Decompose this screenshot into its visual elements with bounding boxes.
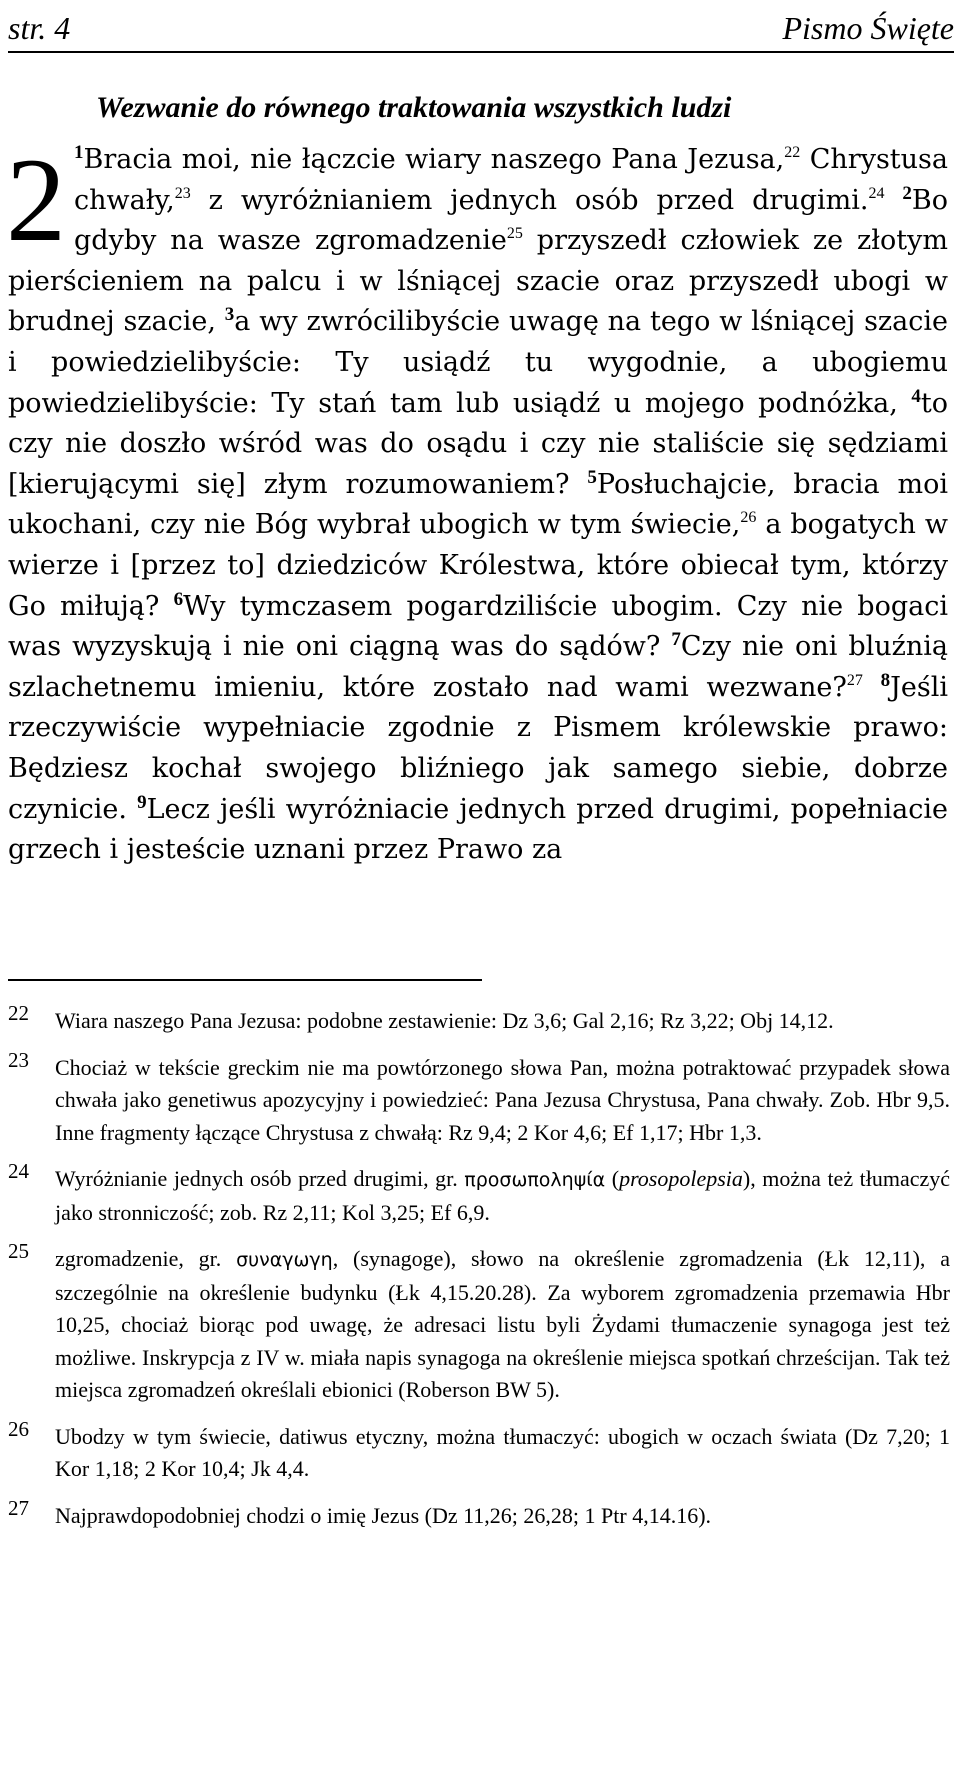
footnote-ref-22: 22 (784, 144, 801, 161)
verse-text: Bo gdyby na wasze zgromadzenie (74, 184, 948, 257)
verse-text: przyszedł człowiek ze złotym pierścieniem na palcu i w lśniącej szacie oraz przyszedł ubogi w brudnej szacie, (8, 225, 948, 338)
verse-number: 7 (671, 629, 681, 651)
footnote-number: 22 (8, 1001, 29, 1025)
verse-number: 2 (902, 182, 912, 204)
footnote-text: ), można też tłumaczyć jako stronniczość; zob. Rz 2,11; Kol 3,25; Ef 6,9. (55, 1166, 951, 1225)
verse-text: Bracia moi, nie łączcie wiary naszego Pana Jezusa, (83, 144, 785, 175)
verse-number: 1 (74, 142, 84, 163)
footnote-text: Najprawdopodobniej chodzi o imię Jezus (Dz 11,26; 26,28; 1 Ptr 4,14.16). (55, 1502, 712, 1528)
footnotes (8, 1001, 951, 1546)
footnote-27 (8, 1495, 950, 1533)
footnote-22 (8, 1001, 950, 1038)
greek-word: προσωποληψία (464, 1169, 606, 1191)
verse-text: to czy nie doszło wśród was do osądu i czy nie staliście się sędziami [kierującymi się] złym rozumowaniem? (8, 387, 948, 500)
verse-number: 3 (224, 304, 235, 326)
footnote-divider (8, 979, 482, 981)
verse-number: 9 (137, 791, 147, 813)
footnote-ref-23: 23 (174, 184, 191, 202)
chapter-number: 2 (6, 133, 66, 266)
verse-text: Czy nie oni bluźnią szlachetnemu imieniu, które zostało nad wami wezwane? (8, 631, 949, 703)
verse-text: Posłuchajcie, bracia moi ukochani, czy nie Bóg wybrał ubogich w tym świecie, (8, 468, 948, 541)
footnote-text: Ubodzy w tym świecie, datiwus etyczny, można tłumaczyć: ubogich w oczach świata (Dz 7,20; 1 Kor 1,18; 2 Kor 10,4; Jk 4,4. (55, 1423, 950, 1481)
footnote-text: , (synagoge), słowo na określenie zgromadzenia (Łk 12,11), a szczególnie na określenie budynku (Łk 4,15.20.28). Za wyborem zgromadzenia przemawia Hbr 10,25, chociaż biorąc pod uwagę, że adresaci listu byli Żydami tłumaczenie synagoga jest też możliwe. Inskrypcja z IV w. miała napis synagoga na określenie miejsca spotkań chrześcijan. Tak też miejsca zgromadzeń określali ebionici (Roberson BW 5). (55, 1246, 950, 1402)
footnote-number: 25 (8, 1239, 29, 1263)
footnote-24 (8, 1159, 951, 1229)
footnote-text: Wiara naszego Pana Jezusa: podobne zestawienie: Dz 3,6; Gal 2,16; Rz 3,22; Obj 14,12. (55, 1008, 834, 1033)
footnote-25 (8, 1239, 950, 1407)
running-head (8, 6, 954, 50)
section-title: Wezwanie do równego traktowania wszystkich ludzi (96, 91, 732, 124)
verse-number: 8 (880, 669, 891, 691)
footnote-number: 27 (8, 1495, 29, 1520)
verse-text: Lecz jeśli wyróżniacie jednych przed drugimi, popełniacie grzech i jesteście uznani przez Prawo za (8, 793, 948, 866)
verse-text: Wy tymczasem pogardziliście ubogim. Czy nie bogaci was wyzyskują i nie oni ciągną was do sądów? (8, 590, 948, 663)
footnote-text: ( (605, 1166, 620, 1191)
footnote-number: 24 (8, 1159, 29, 1183)
header-divider (8, 51, 954, 53)
verse-text: a wy zwrócilibyście uwagę na tego w lśniącej szacie i powiedzielibyście: Ty usiądź tu wygodnie, a ubogiemu powiedzielibyście: Ty stań tam lub usiądź u mojego podnóżka, (8, 306, 948, 419)
main-text (6, 133, 949, 871)
footnote-23 (8, 1047, 950, 1150)
footnote-text: Wyróżnianie jednych osób przed drugimi, gr. (55, 1166, 465, 1191)
verse-text: Jeśli rzeczywiście wypełniacie zgodnie z Pismem królewskie prawo: Będziesz kochał swojego bliźniego jak samego siebie, dobrze czynicie. (8, 671, 948, 825)
footnote-ref-24: 24 (868, 184, 885, 202)
verse-text: a bogatych w wierze i [przez to] dziedziców Królestwa, które obiecał tym, którzy Go miłują? (8, 509, 948, 622)
verse-number: 5 (587, 466, 597, 488)
verse-text: z wyróżnianiem jednych osób przed drugimi. (190, 184, 869, 216)
footnote-26 (8, 1416, 950, 1486)
book-title: Pismo Święte (782, 10, 954, 46)
footnote-ref-25: 25 (506, 225, 523, 243)
transliteration: prosopolepsia (619, 1166, 743, 1191)
footnote-text: Chociaż w tekście greckim nie ma powtórzonego słowa Pan, można potraktować przypadek słowa chwała jako genetiwus apozycyjny i powiedzieć: Pana Jezusa Chrystusa, Pana chwały. Zob. Hbr 9,5. Inne fragmenty łączące Chrystusa z chwałą: Rz 9,4; 2 Kor 4,6; Ef 1,17; Hbr 1,3. (55, 1054, 950, 1145)
footnote-ref-27: 27 (846, 671, 863, 689)
footnote-number: 26 (8, 1416, 29, 1441)
greek-word: συναγωγη (236, 1249, 333, 1271)
page-label: str. 4 (8, 10, 71, 46)
verse-number: 6 (173, 588, 184, 610)
footnote-number: 23 (8, 1047, 29, 1072)
verse-text: Chrystusa chwały, (74, 144, 948, 216)
verse-paragraph (6, 133, 949, 871)
footnote-text: zgromadzenie, gr. (55, 1246, 237, 1271)
verse-number: 4 (911, 385, 921, 407)
footnote-ref-26: 26 (740, 509, 757, 527)
